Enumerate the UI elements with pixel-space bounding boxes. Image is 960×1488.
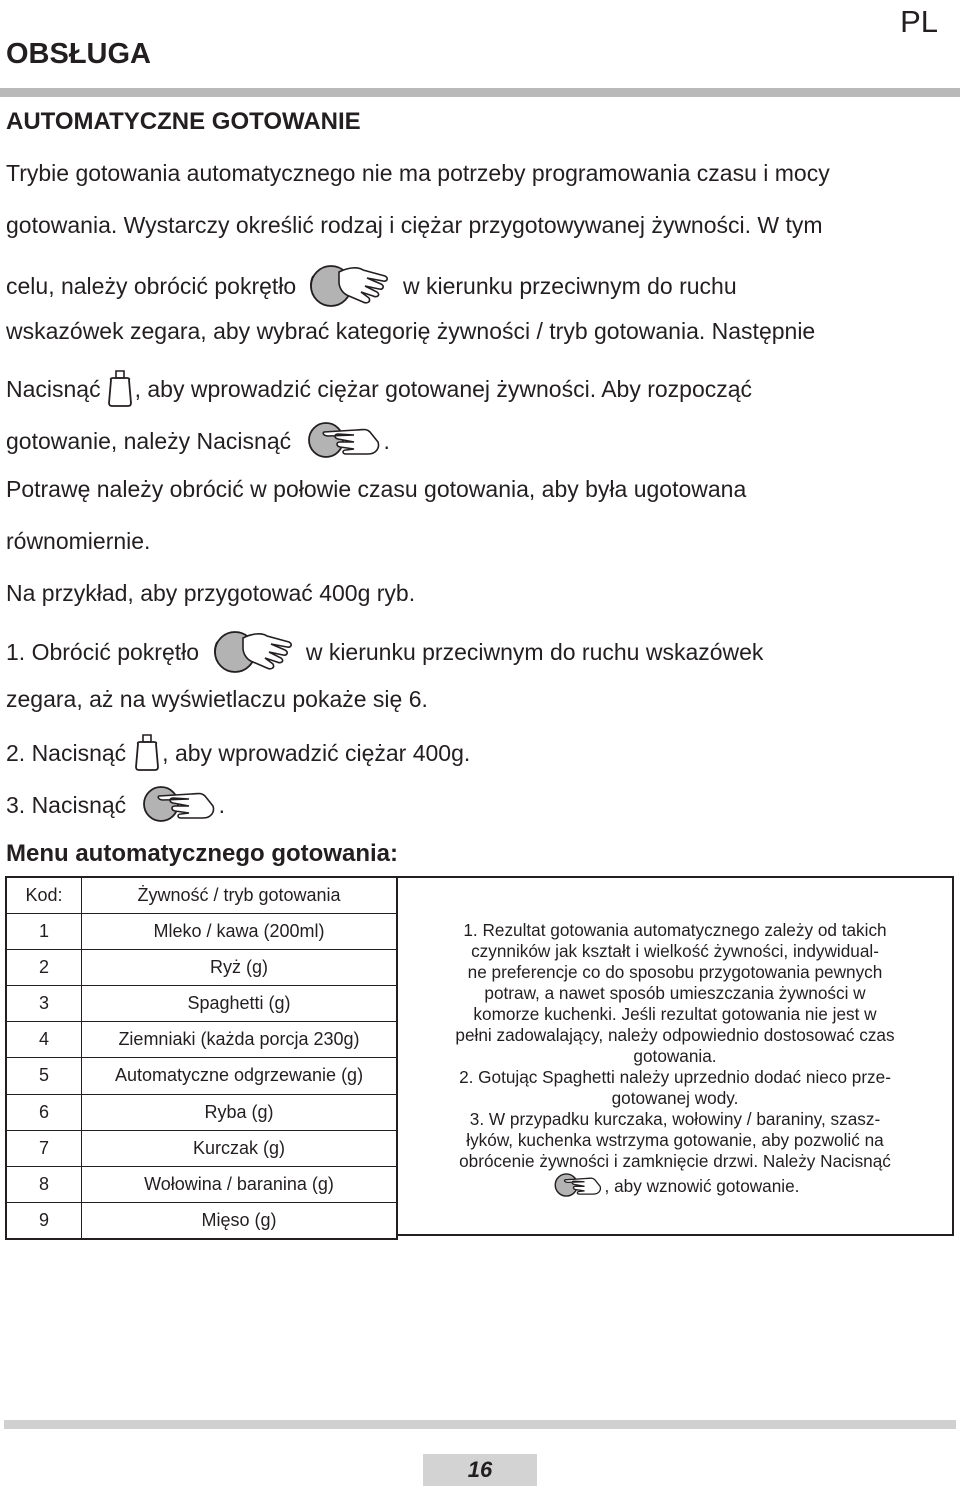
note-line: czynników jak kształt i wielkość żywności, indywidual- bbox=[471, 941, 879, 961]
table-cell-food: Ziemniaki (każda porcja 230g) bbox=[82, 1022, 398, 1058]
table-cell-food: Ryż (g) bbox=[82, 950, 398, 986]
body-line-3-start: celu, należy obrócić pokrętło bbox=[6, 273, 297, 300]
knob-hand-icon bbox=[305, 262, 391, 314]
notes-box bbox=[398, 876, 954, 1236]
table-header-row bbox=[6, 877, 397, 914]
table-row bbox=[6, 950, 397, 986]
step-1-continued: zegara, aż na wyświetlaczu pokaże się 6. bbox=[6, 686, 428, 712]
table-cell-code: 6 bbox=[6, 1094, 82, 1130]
body-line-5-end: , aby wprowadzić ciężar gotowanej żywności. Aby rozpocząć bbox=[134, 376, 753, 403]
note-line: obrócenie żywności i zamknięcie drzwi. Należy Nacisnąć bbox=[459, 1151, 891, 1171]
body-line-2: gotowania. Wystarczy określić rodzaj i ciężar przygotowywanej żywności. W tym bbox=[6, 212, 823, 238]
table-row bbox=[6, 986, 397, 1022]
note-line: , aby wznowić gotowanie. bbox=[604, 1176, 800, 1197]
body-line-9: Na przykład, aby przygotować 400g ryb. bbox=[6, 580, 416, 606]
table-header-food: Żywność / tryb gotowania bbox=[82, 877, 398, 914]
body-line-4: wskazówek zegara, aby wybrać kategorię żywności / tryb gotowania. Następnie bbox=[6, 318, 816, 344]
body-line-6 bbox=[6, 420, 390, 466]
step-1-end: w kierunku przeciwnym do ruchu wskazówek bbox=[305, 639, 764, 666]
table-cell-code: 8 bbox=[6, 1166, 82, 1202]
table-cell-food: Kurczak (g) bbox=[82, 1130, 398, 1166]
table-cell-food: Ryba (g) bbox=[82, 1094, 398, 1130]
step-2-end: , aby wprowadzić ciężar 400g. bbox=[162, 740, 471, 767]
body-line-5 bbox=[6, 368, 752, 414]
footer-divider bbox=[4, 1420, 956, 1429]
menu-title: Menu automatycznego gotowania: bbox=[6, 840, 399, 867]
step-2 bbox=[6, 732, 470, 778]
weight-button-icon bbox=[134, 732, 160, 778]
table-cell-food: Automatyczne odgrzewanie (g) bbox=[82, 1058, 398, 1094]
table-header-code: Kod: bbox=[6, 877, 82, 914]
table-cell-code: 3 bbox=[6, 986, 82, 1022]
table-cell-code: 1 bbox=[6, 914, 82, 950]
language-label: PL bbox=[900, 4, 938, 39]
table-row bbox=[6, 1022, 397, 1058]
body-line-8: równomiernie. bbox=[6, 528, 151, 554]
page-number: 16 bbox=[423, 1454, 537, 1486]
table-cell-code: 7 bbox=[6, 1130, 82, 1166]
body-line-3 bbox=[6, 262, 737, 314]
step-2-start: 2. Nacisnąć bbox=[6, 740, 127, 767]
step-1-start: 1. Obrócić pokrętło bbox=[6, 639, 200, 666]
table-row bbox=[6, 914, 397, 950]
section-title: AUTOMATYCZNE GOTOWANIE bbox=[6, 108, 361, 135]
page-title: OBSŁUGA bbox=[6, 38, 151, 70]
note-line: 3. W przypadku kurczaka, wołowiny / baraniny, szasz- bbox=[469, 1109, 881, 1129]
note-line: gotowania. bbox=[633, 1046, 717, 1066]
note-3 bbox=[404, 1109, 946, 1203]
knob-hand-icon bbox=[209, 628, 295, 680]
table-cell-food: Spaghetti (g) bbox=[82, 986, 398, 1022]
table-cell-code: 5 bbox=[6, 1058, 82, 1094]
step-3 bbox=[6, 784, 225, 830]
body-line-1: Trybie gotowania automatycznego nie ma potrzeby programowania czasu i mocy bbox=[6, 160, 830, 186]
step-3-start: 3. Nacisnąć bbox=[6, 792, 127, 819]
step-3-end: . bbox=[218, 792, 225, 819]
note-line: ne preferencje co do sposobu przygotowania pewnych bbox=[467, 962, 883, 982]
body-line-6-end: . bbox=[383, 428, 390, 455]
table-cell-code: 4 bbox=[6, 1022, 82, 1058]
body-line-6-start: gotowanie, należy Nacisnąć bbox=[6, 428, 292, 455]
note-line: 2. Gotując Spaghetti należy uprzednio dodać nieco prze- bbox=[459, 1067, 891, 1087]
note-line: potraw, a nawet sposób umieszczania żywności w bbox=[484, 983, 866, 1003]
note-line: pełni zadowalający, należy odpowiednio dostosować czas bbox=[455, 1025, 895, 1045]
table-cell-code: 2 bbox=[6, 950, 82, 986]
table-cell-food: Mięso (g) bbox=[82, 1202, 398, 1239]
note-2 bbox=[404, 1067, 946, 1109]
note-line: komorze kuchenki. Jeśli rezultat gotowania nie jest w bbox=[473, 1004, 877, 1024]
note-1 bbox=[404, 920, 946, 1067]
note-line: gotowanej wody. bbox=[611, 1088, 739, 1108]
table-cell-code: 9 bbox=[6, 1202, 82, 1239]
header-divider bbox=[0, 88, 960, 97]
table-row bbox=[6, 1202, 397, 1239]
table-row bbox=[6, 1094, 397, 1130]
auto-cook-table bbox=[5, 876, 398, 1240]
start-hand-icon bbox=[304, 420, 384, 466]
body-line-7: Potrawę należy obrócić w połowie czasu gotowania, aby była ugotowana bbox=[6, 476, 747, 502]
table-row bbox=[6, 1130, 397, 1166]
step-1 bbox=[6, 628, 763, 680]
table-row bbox=[6, 1058, 397, 1094]
body-line-5-start: Nacisnąć bbox=[6, 376, 101, 403]
note-line: 1. Rezultat gotowania automatycznego zależy od takich bbox=[463, 920, 887, 940]
table-row bbox=[6, 1166, 397, 1202]
table-cell-food: Mleko / kawa (200ml) bbox=[82, 914, 398, 950]
start-hand-icon bbox=[551, 1172, 605, 1203]
body-line-3-end: w kierunku przeciwnym do ruchu bbox=[403, 273, 737, 300]
note-line: łyków, kuchenka wstrzyma gotowanie, aby pozwolić na bbox=[466, 1130, 884, 1150]
table-cell-food: Wołowina / baranina (g) bbox=[82, 1166, 398, 1202]
start-hand-icon bbox=[139, 784, 219, 830]
weight-button-icon bbox=[107, 368, 133, 414]
